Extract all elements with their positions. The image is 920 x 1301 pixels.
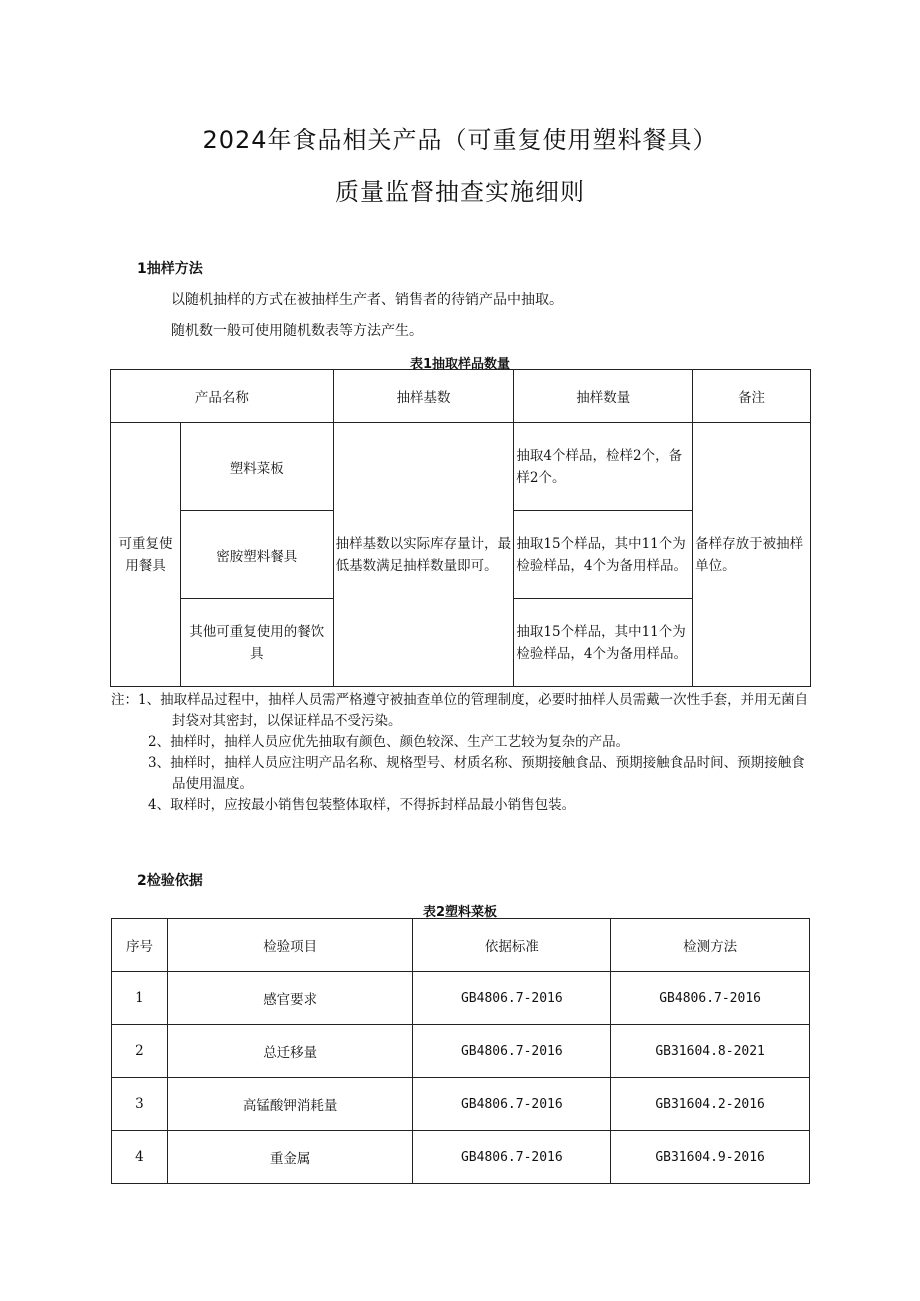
header-cell: 抽样基数 [333, 370, 514, 423]
product-category-cell: 可重复使用餐具 [111, 423, 181, 687]
inspection-basis-table [111, 918, 810, 1184]
sample-quantity-table [110, 369, 811, 687]
method-cell: GB31604.8-2021 [611, 1025, 810, 1078]
inspection-item-cell: 重金属 [167, 1131, 413, 1184]
header-cell: 序号 [112, 919, 168, 972]
note-item: 4、取样时，应按最小销售包装整体取样，不得拆封样品最小销售包装。 [148, 797, 576, 813]
header-cell: 检测方法 [611, 919, 810, 972]
notes-prefix: 注： [111, 692, 138, 708]
note-item: 3、抽样时，抽样人员应注明产品名称、规格型号、材质名称、预期接触食品、预期接触食品时间、预期接触食品使用温度。 [148, 755, 805, 792]
standard-cell: GB4806.7-2016 [413, 1078, 611, 1131]
standard-cell: GB4806.7-2016 [413, 1025, 611, 1078]
inspection-item-cell: 总迁移量 [167, 1025, 413, 1078]
note-item [111, 690, 811, 732]
product-name-cell: 密胺塑料餐具 [180, 511, 333, 599]
table-header-row [111, 370, 811, 423]
table1-caption: 表1抽取样品数量 [409, 357, 511, 372]
product-name-cell: 其他可重复使用的餐饮具 [180, 599, 333, 687]
method-cell: GB31604.9-2016 [611, 1131, 810, 1184]
standard-cell: GB4806.7-2016 [413, 972, 611, 1025]
method-cell: GB31604.2-2016 [611, 1078, 810, 1131]
table-row [111, 423, 811, 511]
method-cell: GB4806.7-2016 [611, 972, 810, 1025]
table-row [112, 972, 810, 1025]
row-number-cell: 2 [112, 1025, 168, 1078]
header-cell: 抽样数量 [514, 370, 693, 423]
sampling-quantity-cell: 抽取4个样品，检样2个，备样2个。 [514, 423, 693, 511]
table-row [112, 1131, 810, 1184]
table2-caption: 表2塑料菜板 [422, 905, 498, 920]
table-row [112, 1078, 810, 1131]
sampling-quantity-cell: 抽取15个样品，其中11个为检验样品，4个为备用样品。 [514, 599, 693, 687]
product-name-cell: 塑料菜板 [180, 423, 333, 511]
notes-block [111, 690, 811, 816]
remark-cell: 备样存放于被抽样单位。 [693, 423, 811, 687]
document-title: 2024年食品相关产品（可重复使用塑料餐具） [202, 126, 718, 154]
header-cell: 依据标准 [413, 919, 611, 972]
row-number-cell: 4 [112, 1131, 168, 1184]
standard-cell: GB4806.7-2016 [413, 1131, 611, 1184]
table-header-row [112, 919, 810, 972]
section-heading-sampling: 1抽样方法 [137, 261, 203, 277]
section-heading-basis: 2检验依据 [137, 873, 203, 889]
header-cell: 备注 [693, 370, 811, 423]
sampling-base-cell: 抽样基数以实际库存量计，最低基数满足抽样数量即可。 [333, 423, 514, 687]
paragraph: 以随机抽样的方式在被抽样生产者、销售者的待销产品中抽取。 [171, 292, 563, 308]
inspection-item-cell: 高锰酸钾消耗量 [167, 1078, 413, 1131]
header-cell: 产品名称 [111, 370, 334, 423]
paragraph: 随机数一般可使用随机数表等方法产生。 [171, 323, 423, 339]
note-item: 2、抽样时，抽样人员应优先抽取有颜色、颜色较深、生产工艺较为复杂的产品。 [148, 734, 630, 750]
row-number-cell: 1 [112, 972, 168, 1025]
sampling-quantity-cell: 抽取15个样品，其中11个为检验样品，4个为备用样品。 [514, 511, 693, 599]
header-cell: 检验项目 [167, 919, 413, 972]
note-text: 1、抽取样品过程中，抽样人员需严格遵守被抽查单位的管理制度，必要时抽样人员需戴一次性手套，并用无菌自封袋对其密封，以保证样品不受污染。 [138, 692, 809, 729]
table-row [112, 1025, 810, 1078]
document-subtitle: 质量监督抽查实施细则 [335, 178, 585, 206]
row-number-cell: 3 [112, 1078, 168, 1131]
inspection-item-cell: 感官要求 [167, 972, 413, 1025]
